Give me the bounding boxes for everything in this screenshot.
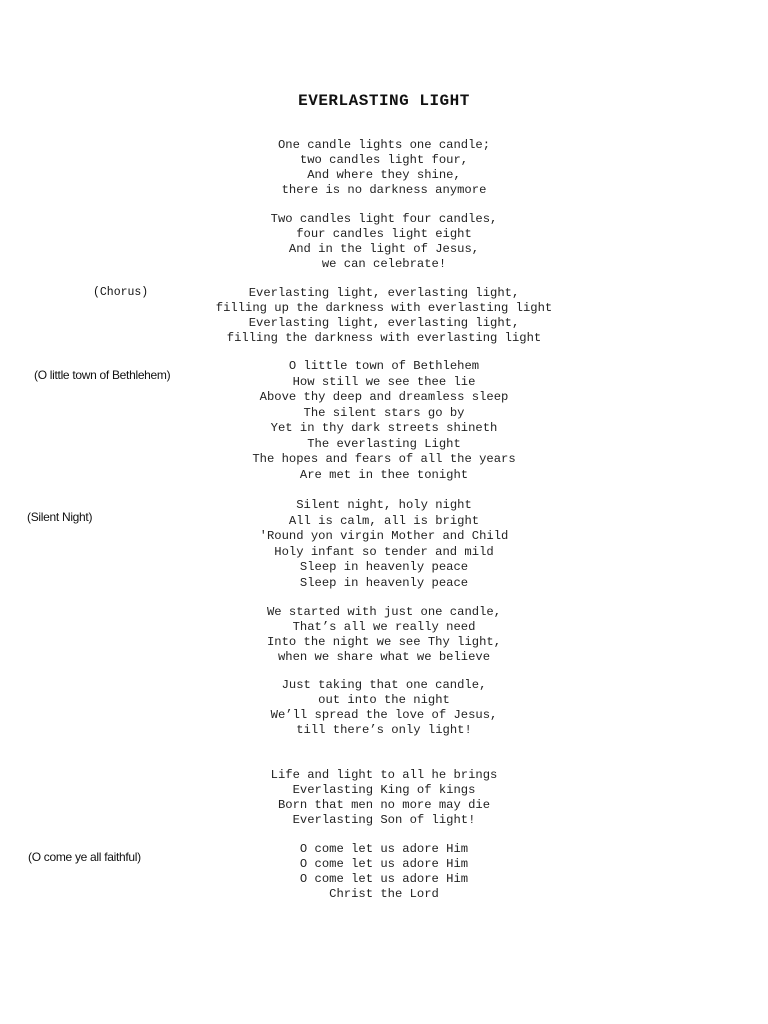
stanza-just-taking (0, 678, 768, 738)
lyric-line: Into the night we see Thy light, (266, 635, 502, 649)
lyric-line: out into the night (318, 693, 450, 707)
stanza-bethlehem (0, 359, 768, 483)
lyric-line: How still we see thee lie (292, 374, 476, 389)
lyric-line: Are met in thee tonight (299, 467, 469, 482)
lyric-line: Sleep in heavenly peace (299, 560, 469, 574)
lyric-line: Life and light to all he brings (270, 768, 498, 782)
lyric-line: All is calm, all is bright (288, 513, 480, 528)
lyric-line: till there’s only light! (296, 723, 472, 737)
lyric-line: Sleep in heavenly peace (299, 575, 469, 590)
lyric-line: 'Round yon virgin Mother and Child (259, 529, 509, 543)
lyric-line: filling up the darkness with everlasting light (215, 301, 553, 315)
lyric-line: Everlasting light, everlasting light, (248, 316, 520, 330)
lyric-line: The hopes and fears of all the years (252, 452, 516, 466)
lyric-line: O come let us adore Him (299, 842, 469, 856)
stanza-2 (0, 212, 768, 272)
lyric-line: when we share what we believe (277, 650, 491, 664)
lyric-line: And in the light of Jesus, (288, 242, 480, 256)
come-faithful-label: (O come ye all faithful) (28, 850, 141, 864)
stanza-we-started (0, 605, 768, 665)
lyric-line: there is no darkness anymore (281, 183, 487, 197)
lyric-line: O come let us adore Him (299, 857, 469, 871)
stanza-1 (0, 138, 768, 198)
lyric-line: We’ll spread the love of Jesus, (270, 708, 498, 722)
lyric-line: Everlasting Son of light! (292, 813, 476, 827)
stanza-chorus (0, 286, 768, 346)
lyric-line: Silent night, holy night (296, 498, 472, 512)
stanza-life-and-light (0, 768, 768, 828)
lyric-line: we can celebrate! (321, 257, 447, 271)
lyric-line: filling the darkness with everlasting light (226, 331, 542, 345)
song-title: EVERLASTING LIGHT (298, 92, 470, 110)
chorus-label: (Chorus) (93, 286, 149, 299)
lyric-line: Just taking that one candle, (281, 678, 487, 692)
lyric-line: Holy infant so tender and mild (274, 544, 494, 559)
silent-night-label: (Silent Night) (27, 510, 93, 524)
lyric-line: Above thy deep and dreamless sleep (259, 390, 509, 404)
lyric-line: The everlasting Light (307, 436, 461, 451)
bethlehem-label: (O little town of Bethlehem) (34, 368, 171, 382)
lyric-line: Two candles light four candles, (270, 212, 498, 226)
lyric-line: That’s all we really need (292, 620, 476, 634)
lyric-line: One candle lights one candle; (277, 138, 491, 152)
stanza-silent-night (0, 498, 768, 591)
lyric-line: Christ the Lord (329, 887, 439, 901)
lyric-line: We started with just one candle, (266, 605, 502, 619)
lyric-line: The silent stars go by (303, 405, 465, 420)
lyric-line: two candles light four, (299, 153, 469, 167)
lyric-line: Yet in thy dark streets shineth (270, 421, 498, 435)
lyric-line: O little town of Bethlehem (288, 359, 480, 373)
lyric-line: And where they shine, (307, 168, 461, 182)
lyric-line: O come let us adore Him (299, 872, 469, 886)
lyric-line: Everlasting light, everlasting light, (248, 286, 520, 300)
lyric-line: Born that men no more may die (277, 798, 491, 812)
lyric-line: Everlasting King of kings (292, 783, 476, 797)
lyric-line: four candles light eight (296, 227, 472, 241)
stanza-o-come (0, 842, 768, 902)
